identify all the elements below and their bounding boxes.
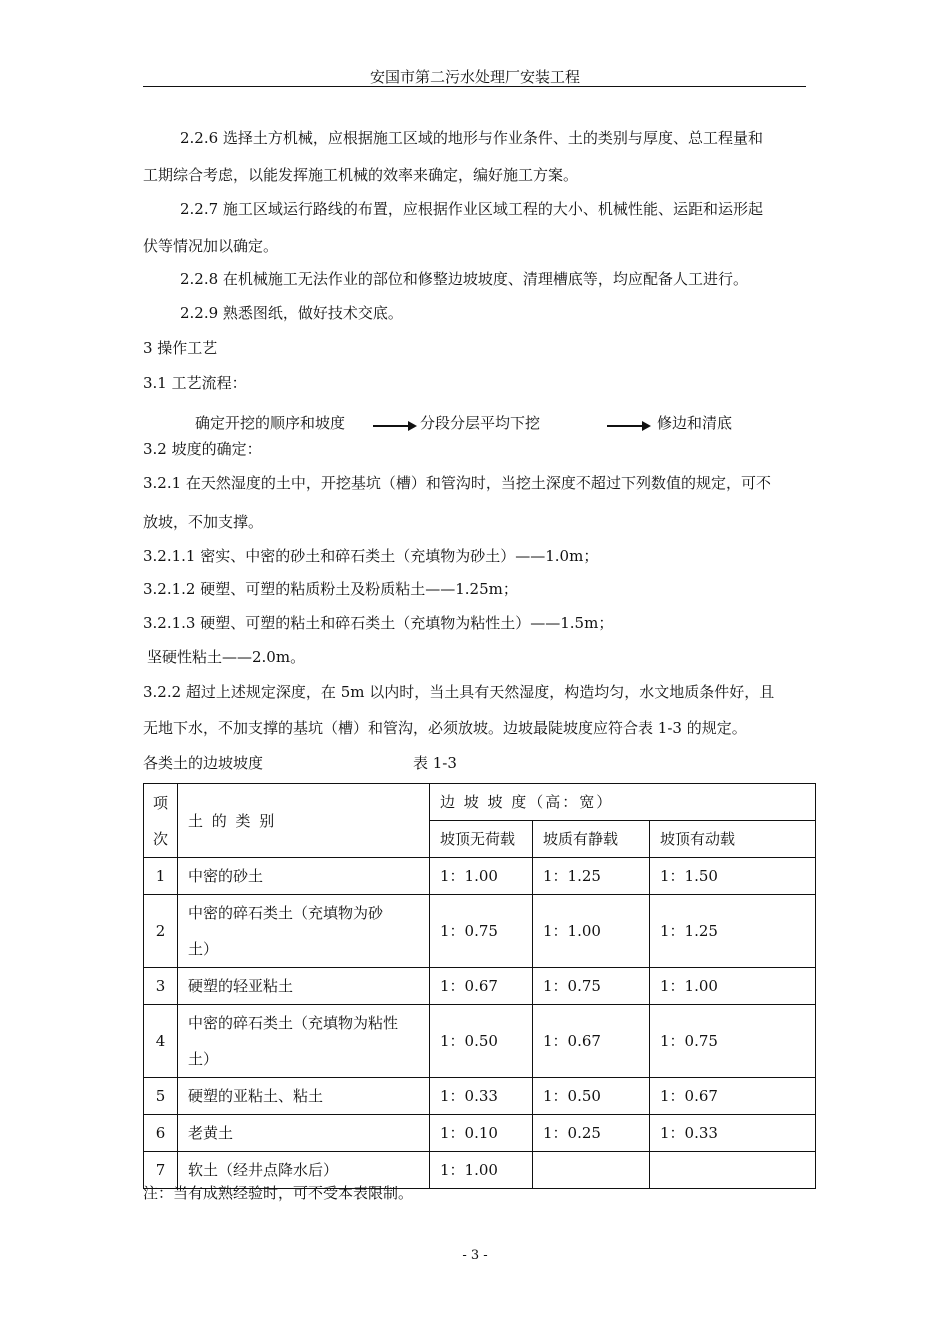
header-sub-col: 坡质有静载 (533, 821, 650, 858)
header-rule (143, 86, 806, 87)
table-row: 5 硬塑的亚粘土、粘土 1：0.33 1：0.50 1：0.67 (144, 1078, 816, 1115)
paragraph-2-2-7-line1: 2.2.7 施工区域运行路线的布置，应根据作业区域工程的大小、机械性能、运距和运形起 (180, 200, 763, 218)
paragraph-3-2-1-1: 3.2.1.1 密实、中密的砂土和碎石类土（充填物为砂土）——1.0m； (143, 547, 599, 565)
paragraph-3-2-1-line1: 3.2.1 在天然湿度的土中，开挖基坑（槽）和管沟时，当挖土深度不超过下列数值的规定，可不 (143, 474, 771, 492)
paragraph-3-2-2-line1: 3.2.2 超过上述规定深度，在 5m 以内时，当土具有天然湿度，构造均匀，水文地质条件好，且 (143, 683, 775, 701)
table-row: 6 老黄土 1：0.10 1：0.25 1：0.33 (144, 1115, 816, 1152)
table-row: 2 中密的碎石类土（充填物为砂 土） 1：0.75 1：1.00 1：1.25 (144, 895, 816, 968)
paragraph-2-2-7-line2: 伏等情况加以确定。 (143, 237, 279, 255)
paragraph-3-2-1-2: 3.2.1.2 硬塑、可塑的粘质粉土及粉质粘土——1.25m； (143, 580, 518, 598)
page-header-title: 安国市第二污水处理厂安装工程 (369, 68, 580, 86)
slope-table (143, 783, 816, 1189)
paragraph-2-2-8: 2.2.8 在机械施工无法作业的部位和修整边坡坡度、清理槽底等，均应配备人工进行。 (180, 270, 748, 288)
header-item-no: 项 次 (144, 784, 178, 858)
paragraph-2-2-9: 2.2.9 熟悉图纸，做好技术交底。 (180, 304, 403, 322)
paragraph-3-2-1-line2: 放坡，不加支撑。 (143, 513, 264, 531)
flow-step: 确定开挖的顺序和坡度 (195, 414, 346, 432)
table-number: 表 1-3 (413, 754, 457, 772)
header-slope-group: 边 坡 坡 度（高：宽） (430, 784, 816, 821)
arrow-right-icon (607, 421, 651, 431)
paragraph-3-2-1-4: 坚硬性粘土——2.0m。 (147, 648, 306, 666)
table-row: 1 中密的砂土 1：1.00 1：1.25 1：1.50 (144, 858, 816, 895)
header-sub-col: 坡顶无荷载 (430, 821, 533, 858)
table-row: 7 软土（经井点降水后） 1：1.00 (144, 1152, 816, 1189)
table-note: 注：当有成熟经验时，可不受本表限制。 (143, 1184, 414, 1202)
paragraph-3-2-2-line2: 无地下水，不加支撑的基坑（槽）和管沟，必须放坡。边坡最陡坡度应符合表 1-3 的规定。 (143, 719, 747, 737)
section-3-2-heading: 3.2 坡度的确定： (143, 440, 262, 458)
header-soil-type: 土 的 类 别 (178, 784, 430, 858)
paragraph-3-2-1-3: 3.2.1.3 硬塑、可塑的粘土和碎石类土（充填物为粘性土）——1.5m； (143, 614, 614, 632)
arrow-right-icon (373, 421, 417, 431)
paragraph-2-2-6-line1: 2.2.6 选择土方机械，应根据施工区域的地形与作业条件、土的类别与厚度、总工程量和 (180, 129, 763, 147)
table-row: 4 中密的碎石类土（充填物为粘性 土） 1：0.50 1：0.67 1：0.75 (144, 1005, 816, 1078)
page-number: - 3 - (462, 1248, 488, 1263)
paragraph-2-2-6-line2: 工期综合考虑，以能发挥施工机械的效率来确定，编好施工方案。 (143, 166, 579, 184)
flow-step: 分段分层平均下挖 (420, 414, 541, 432)
header-sub-col: 坡顶有动载 (650, 821, 816, 858)
table-caption: 各类土的边坡坡度 (143, 754, 264, 772)
section-3-heading: 3 操作工艺 (143, 339, 218, 357)
flow-step: 修边和清底 (657, 414, 733, 432)
section-3-1-heading: 3.1 工艺流程： (143, 374, 247, 392)
table-row: 3 硬塑的轻亚粘土 1：0.67 1：0.75 1：1.00 (144, 968, 816, 1005)
